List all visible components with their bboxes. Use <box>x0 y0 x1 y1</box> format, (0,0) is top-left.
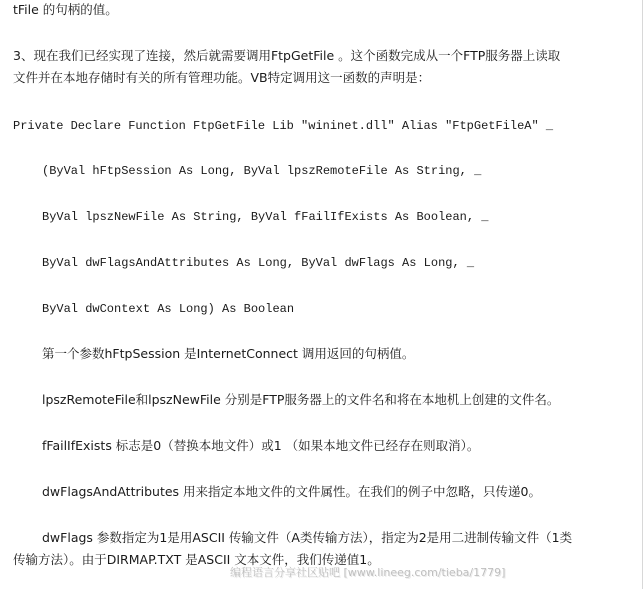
code-param-line-3: ByVal dwFlagsAndAttributes As Long, ByVal dwFlags As Long, _ <box>42 256 475 270</box>
param-description-dwflags-line-1: dwFlags 参数指定为1是用ASCII 传输文件（A类传输方法），指定为2是用二进制传输文件（1类 <box>42 530 573 545</box>
paragraph-3-line-2: 文件并在本地存储时有关的所有管理功能。VB特定调用这一函数的声明是： <box>13 70 431 85</box>
param-description-filenames: lpszRemoteFile和lpszNewFile 分别是FTP服务器上的文件名和将在本地机上创建的文件名。 <box>42 392 560 407</box>
param-description-dwflagsandattributes: dwFlagsAndAttributes 用来指定本地文件的文件属性。在我们的例子中忽略，只传递0。 <box>42 484 541 499</box>
code-declaration-line: Private Declare Function FtpGetFile Lib "wininet.dll" Alias "FtpGetFileA" _ <box>13 119 554 133</box>
paragraph-3-line-1: 3、现在我们已经实现了连接，然后就需要调用FtpGetFile 。这个函数完成从一个FTP服务器上读取 <box>13 48 561 63</box>
code-param-line-2: ByVal lpszNewFile As String, ByVal fFailIfExists As Boolean, _ <box>42 210 489 224</box>
param-description-ffailifexists: fFailIfExists 标志是0（替换本地文件）或1 （如果本地文件已经存在则取消）。 <box>42 438 480 453</box>
watermark: 编程语言分享社区贴吧 [www.lineeg.com/tieba/1779] <box>230 566 506 579</box>
code-param-line-4: ByVal dwContext As Long) As Boolean <box>42 302 295 316</box>
text-line-1: tFile 的句柄的值。 <box>13 2 118 17</box>
code-param-line-1: (ByVal hFtpSession As Long, ByVal lpszRemoteFile As String, _ <box>42 164 482 178</box>
param-description-hftpsession: 第一个参数hFtpSession 是InternetConnect 调用返回的句柄值。 <box>42 346 415 361</box>
param-description-dwflags-line-2: 传输方法）。由于DIRMAP.TXT 是ASCII 文本文件，我们传递值1。 <box>13 552 380 567</box>
